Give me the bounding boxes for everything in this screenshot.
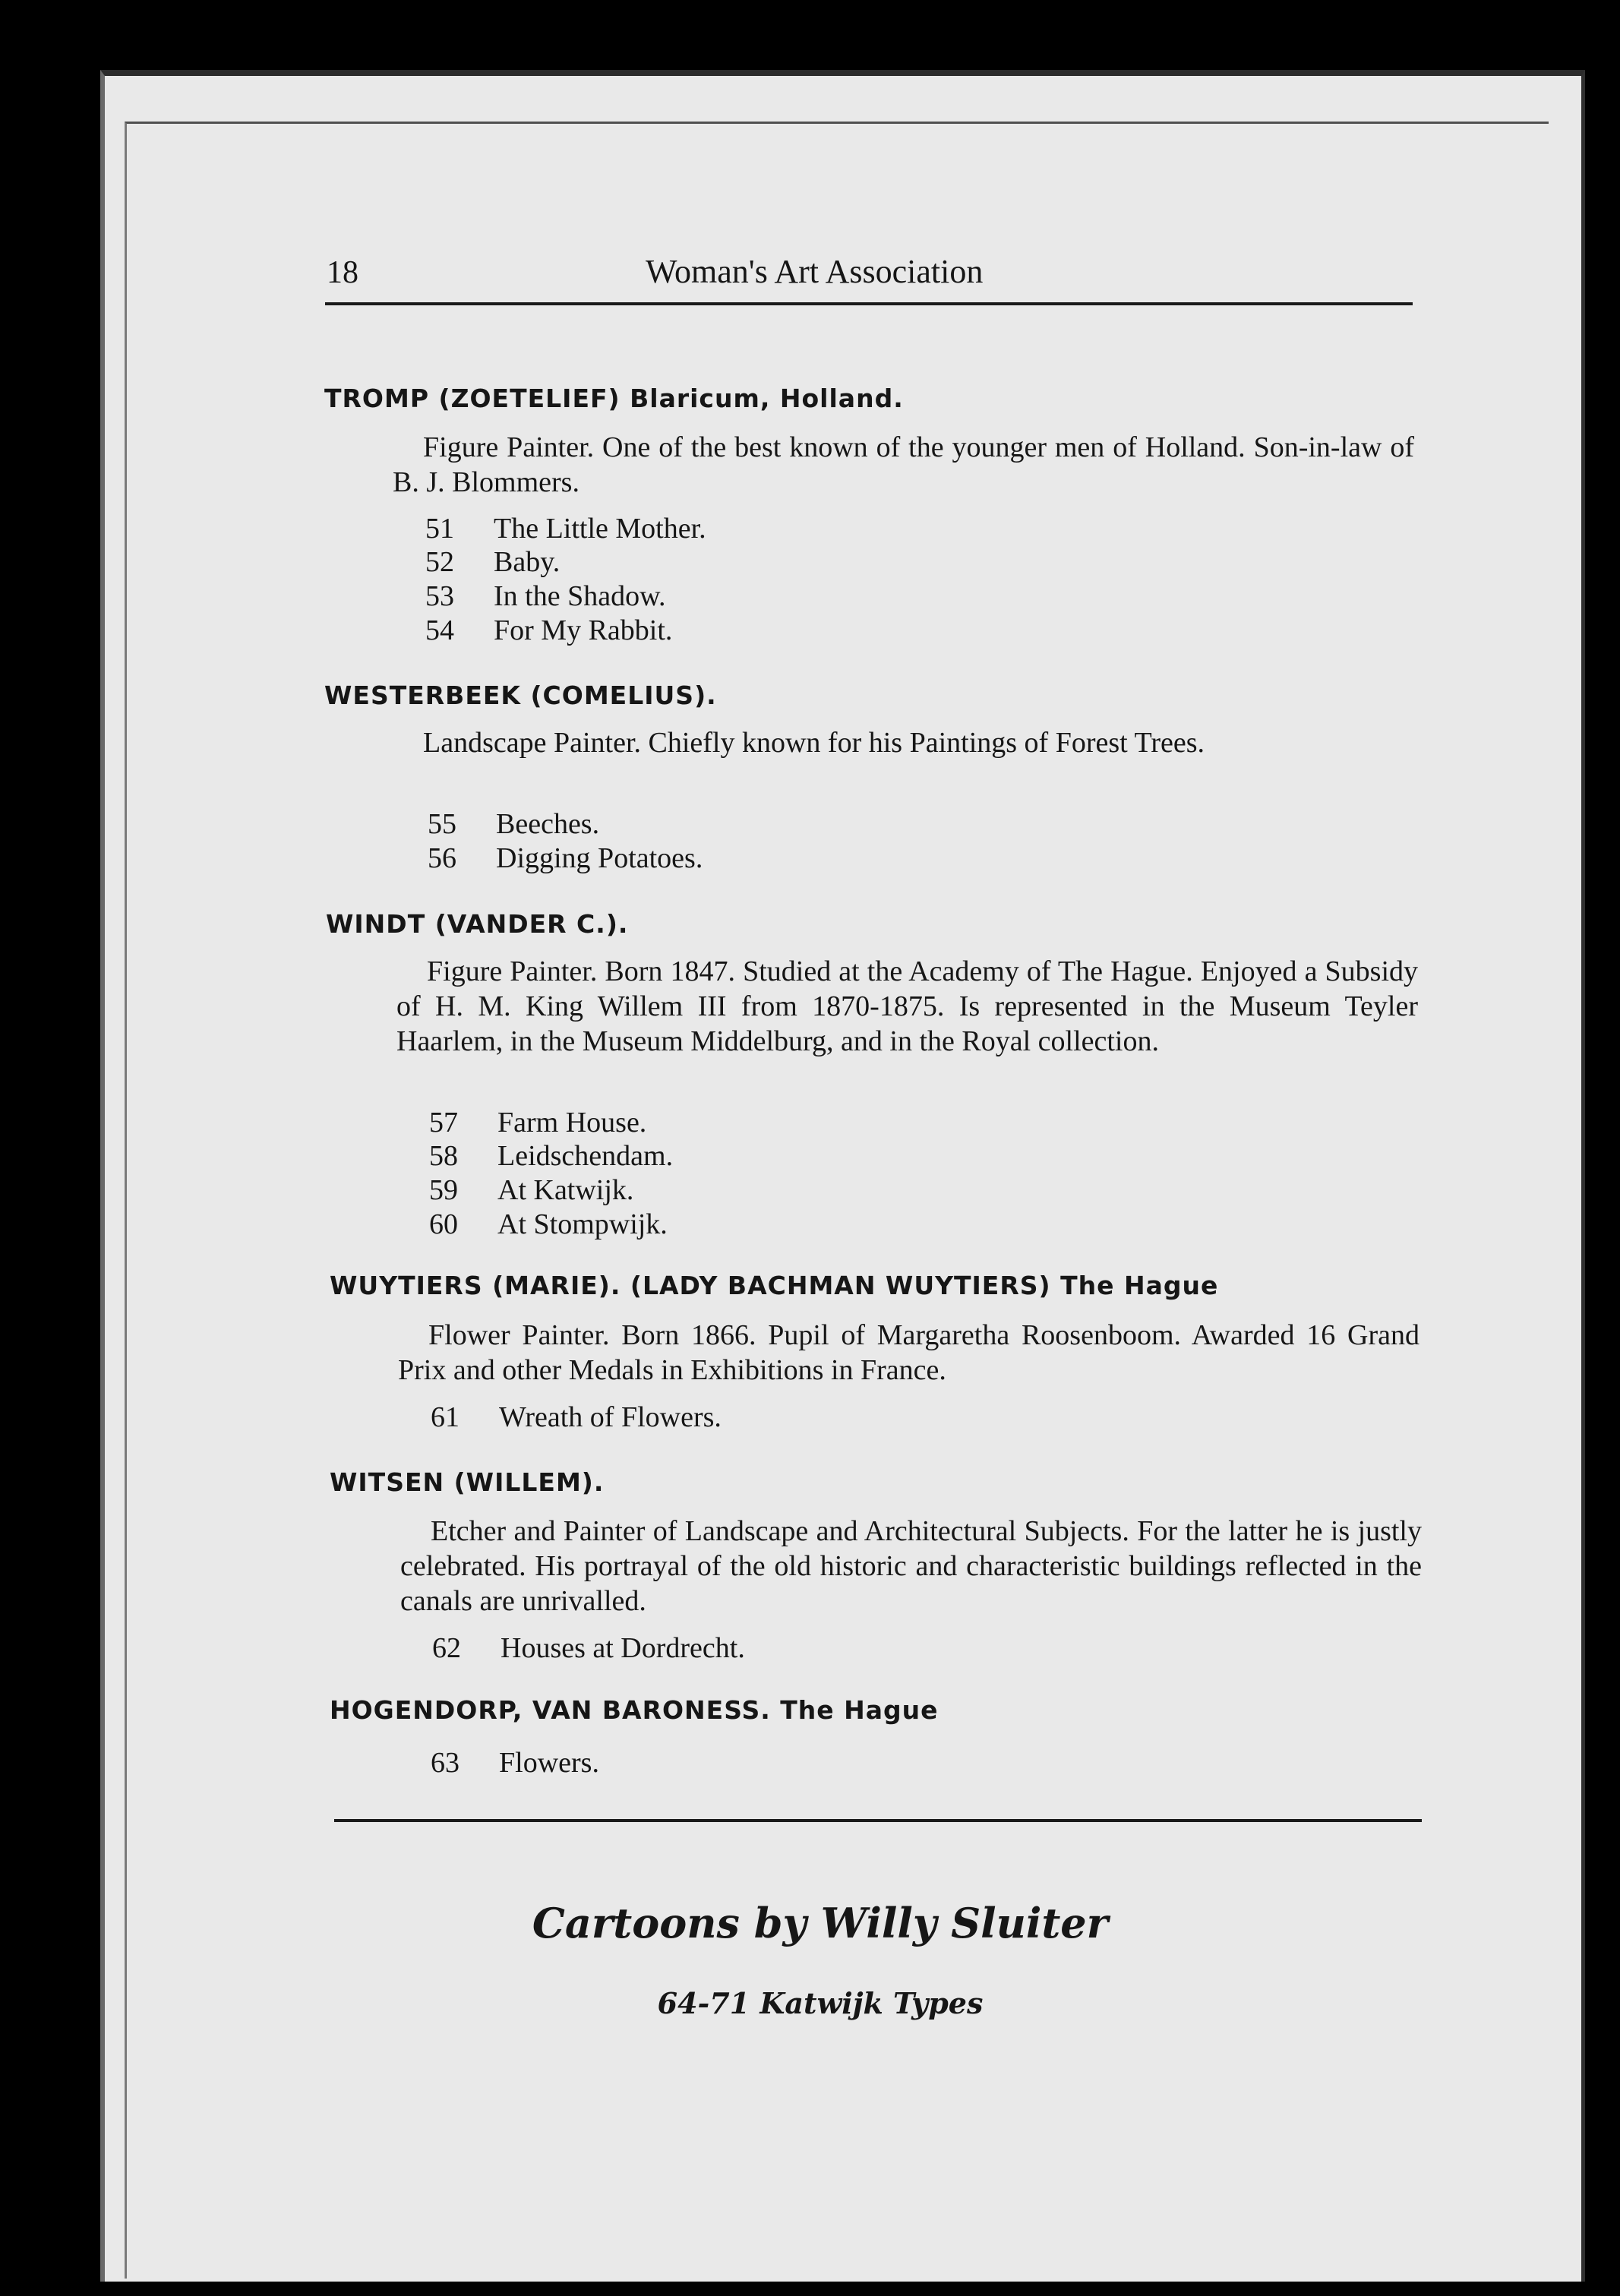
artist-description: Flower Painter. Born 1866. Pupil of Margaretha Roosenboom. Awarded 16 Grand Prix and other Medals in Exhibitions in France. xyxy=(398,1319,1419,1386)
catalogue-item: 58 Leidschendam. xyxy=(429,1140,674,1172)
catalogue-item: 63 Flowers. xyxy=(431,1747,599,1779)
catalogue-item: 55 Beeches. xyxy=(428,808,600,840)
artist-heading: WESTERBEEK (COMELIUS). xyxy=(324,681,717,710)
artist-description: Etcher and Painter of Landscape and Architectural Subjects. For the latter he is justly celebrated. His portrayal of the old historic and characteristic buildings reflected in the canals are unrivalled. xyxy=(400,1515,1422,1617)
catalogue-item: 62 Houses at Dordrecht. xyxy=(432,1632,745,1664)
catalogue-item: 52 Baby. xyxy=(425,546,561,578)
section-rule xyxy=(334,1819,1422,1822)
cartoons-subtitle: 64-71 Katwijk Types xyxy=(657,1986,984,2020)
artist-heading: WITSEN (WILLEM). xyxy=(330,1467,605,1497)
artist-description: Figure Painter. Born 1847. Studied at the Academy of The Hague. Enjoyed a Subsidy of H. M. King Willem III from 1870-1875. Is represented in the Museum Teyler Haarlem, in the Museum Middelburg, and in the Royal collection. xyxy=(396,955,1418,1057)
catalogue-item: 54 For My Rabbit. xyxy=(425,614,673,646)
artist-heading: WINDT (VANDER C.). xyxy=(326,909,629,939)
catalogue-item: 53 In the Shadow. xyxy=(425,580,666,612)
catalogue-item: 57 Farm House. xyxy=(429,1107,647,1139)
catalogue-item: 56 Digging Potatoes. xyxy=(428,842,703,874)
artist-heading: WUYTIERS (MARIE). (LADY BACHMAN WUYTIERS) The Hague xyxy=(330,1271,1219,1300)
catalogue-item: 61 Wreath of Flowers. xyxy=(431,1401,722,1433)
header-rule xyxy=(325,302,1413,305)
catalogue-item: 60 At Stompwijk. xyxy=(429,1208,668,1240)
cartoons-title: Cartoons by Willy Sluiter xyxy=(532,1899,1109,1947)
artist-description: Figure Painter. One of the best known of the younger men of Holland. Son-in-law of B. J. Blommers. xyxy=(393,431,1414,498)
artist-heading: HOGENDORP, VAN BARONESS. The Hague xyxy=(330,1695,939,1725)
catalogue-item: 59 At Katwijk. xyxy=(429,1174,634,1206)
running-title: Woman's Art Association xyxy=(646,253,984,290)
catalogue-item: 51 The Little Mother. xyxy=(425,513,706,545)
artist-description: Landscape Painter. Chiefly known for his Paintings of Forest Trees. xyxy=(423,727,1205,759)
page-number: 18 xyxy=(327,255,358,290)
artist-heading: TROMP (ZOETELIEF) Blaricum, Holland. xyxy=(324,384,904,413)
